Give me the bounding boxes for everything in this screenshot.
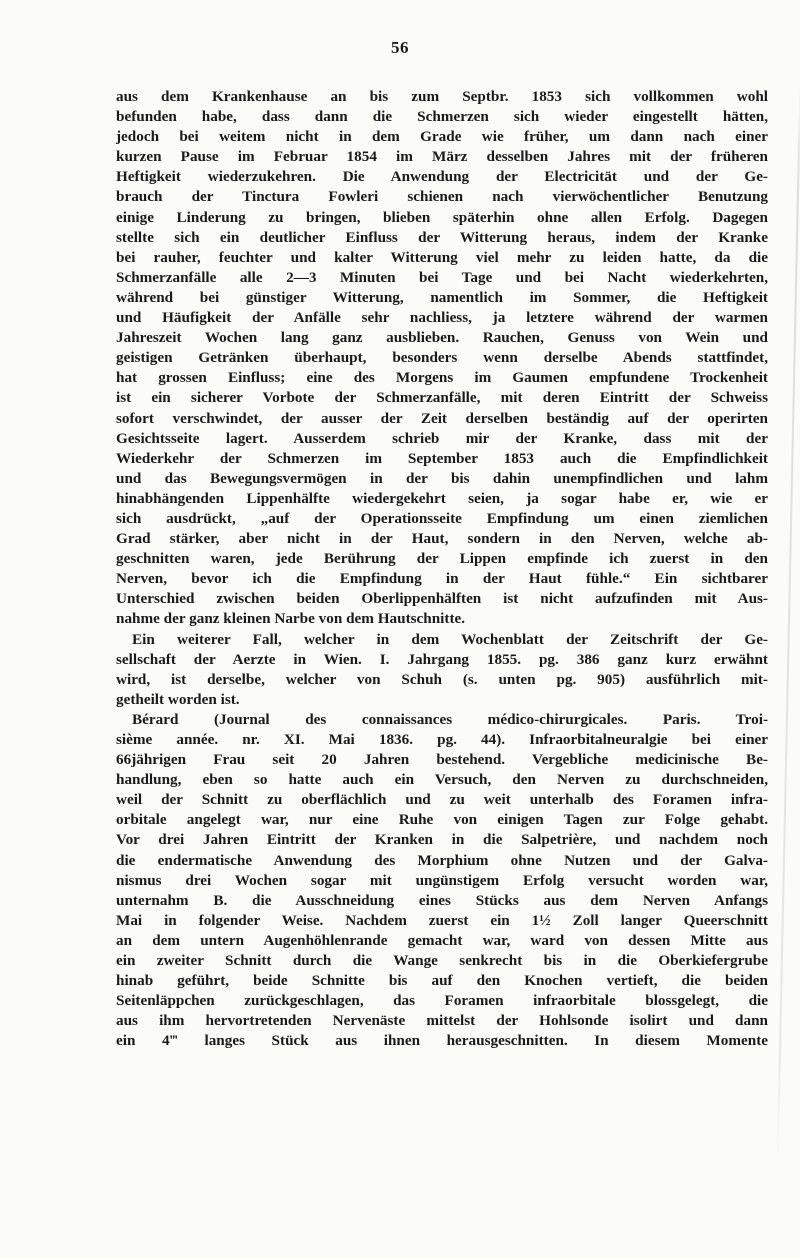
body-text bbox=[116, 87, 768, 1052]
text-line: hinabhängenden Lippenhälfte wiedergekehrt seien, ja sogar habe er, wie er bbox=[116, 489, 768, 507]
text-line: bei rauher, feuchter und kalter Witterung viel mehr zu leiden hatte, da die bbox=[116, 248, 768, 266]
text-line: ein zweiter Schnitt durch die Wange senkrecht bis in die Oberkiefergrube bbox=[116, 952, 768, 970]
text-line: kurzen Pause im Februar 1854 im März desselben Jahres mit der früheren bbox=[116, 148, 768, 166]
text-line: handlung, eben so hatte auch ein Versuch, den Nerven zu durchschneiden, bbox=[116, 771, 768, 789]
text-line: Nerven, bevor ich die Empfindung in der Haut fühle.“ Ein sichtbarer bbox=[116, 570, 768, 588]
text-line: 66jährigen Frau seit 20 Jahren bestehend. Vergebliche medicinische Be- bbox=[116, 751, 768, 769]
text-line: und Häufigkeit der Anfälle sehr nachliess, ja letztere während der warmen bbox=[116, 309, 768, 327]
text-line: nahme der ganz kleinen Narbe von dem Hautschnitte. bbox=[116, 610, 466, 628]
text-line: aus dem Krankenhause an bis zum Septbr. 1853 sich vollkommen wohl bbox=[116, 88, 768, 105]
text-line: Schmerzanfälle alle 2—3 Minuten bei Tage und bei Nacht wiederkehrten, bbox=[116, 268, 768, 286]
text-line: brauch der Tinctura Fowleri schienen nach vierwöchentlicher Benutzung bbox=[116, 188, 768, 206]
text-line: wird, ist derselbe, welcher von Schuh (s. unten pg. 905) ausführlich mit- bbox=[116, 670, 768, 688]
text-line: sellschaft der Aerzte in Wien. I. Jahrgang 1855. pg. 386 ganz kurz erwähnt bbox=[116, 650, 768, 668]
text-line: an dem untern Augenhöhlenrande gemacht war, ward von dessen Mitte aus bbox=[116, 931, 768, 949]
text-line: während bei günstiger Witterung, namentlich im Sommer, die Heftigkeit bbox=[116, 288, 768, 306]
text-line: einige Linderung zu bringen, blieben späterhin ohne allen Erfolg. Dagegen bbox=[116, 208, 768, 226]
text-line: geschnitten waren, jede Berührung der Lippen empfinde ich zuerst in den bbox=[116, 550, 768, 568]
text-line: Heftigkeit wiederzukehren. Die Anwendung der Electricität und der Ge- bbox=[116, 168, 768, 186]
text-line: sich ausdrückt, „auf der Operationsseite Empfindung um einen ziemlichen bbox=[116, 509, 768, 527]
text-line: Vor drei Jahren Eintritt der Kranken in die Salpetrière, und nachdem noch bbox=[116, 831, 768, 849]
text-line: weil der Schnitt zu oberflächlich und zu weit unterhalb des Foramen infra- bbox=[116, 791, 768, 809]
text-line: Seitenläppchen zurückgeschlagen, das Foramen infraorbitale blossgelegt, die bbox=[116, 992, 768, 1010]
text-line: geistigen Getränken überhaupt, besonders wenn derselbe Abends stattfindet, bbox=[116, 349, 768, 367]
text-line: getheilt worden ist. bbox=[116, 690, 240, 708]
text-line: sofort verschwindet, der ausser der Zeit derselben beständig auf der operirten bbox=[116, 409, 768, 427]
text-line: stellte sich ein deutlicher Einfluss der Witterung heraus, indem der Kranke bbox=[116, 228, 768, 246]
page-number: 56 bbox=[391, 38, 409, 57]
text-line: hinab geführt, beide Schnitte bis auf den Knochen vertieft, die beiden bbox=[116, 972, 768, 990]
text-line: ein 4‴ langes Stück aus ihnen herausgeschnitten. In diesem Momente bbox=[116, 1032, 768, 1050]
text-line: Jahreszeit Wochen lang ganz ausblieben. Rauchen, Genuss von Wein und bbox=[116, 329, 768, 347]
text-line: ist ein sicherer Vorbote der Schmerzanfälle, mit deren Eintritt der Schweiss bbox=[116, 389, 768, 407]
text-line: die endermatische Anwendung des Morphium ohne Nutzen und der Galva- bbox=[116, 851, 768, 869]
text-line: befunden habe, dass dann die Schmerzen sich wieder eingestellt hätten, bbox=[116, 108, 768, 126]
text-line: orbitale angelegt war, nur eine Ruhe von einigen Tagen zur Folge gehabt. bbox=[116, 811, 768, 829]
text-line: Bérard (Journal des connaissances médico-chirurgicales. Paris. Troi- bbox=[132, 710, 768, 728]
text-line: Gesichtsseite lagert. Ausserdem schrieb mir der Kranke, dass mit der bbox=[116, 429, 768, 447]
text-line: hat grossen Einfluss; eine des Morgens im Gaumen empfundene Trockenheit bbox=[116, 369, 768, 387]
text-line: nismus drei Wochen sogar mit ungünstigem Erfolg versucht worden war, bbox=[116, 871, 768, 889]
text-line: Unterschied zwischen beiden Oberlippenhälften ist nicht aufzufinden mit Aus- bbox=[116, 590, 768, 608]
page-fold-shadow bbox=[777, 80, 800, 1160]
text-line: Wiederkehr der Schmerzen im September 1853 auch die Empfindlichkeit bbox=[116, 449, 768, 467]
text-line: und das Bewegungsvermögen in der bis dahin unempfindlichen und lahm bbox=[116, 469, 768, 487]
text-line: Ein weiterer Fall, welcher in dem Wochenblatt der Zeitschrift der Ge- bbox=[132, 630, 768, 648]
text-line: jedoch bei weitem nicht in dem Grade wie früher, um dann nach einer bbox=[116, 128, 768, 146]
text-line: unternahm B. die Ausschneidung eines Stücks aus dem Nerven Anfangs bbox=[116, 891, 768, 909]
text-line: Grad stärker, aber nicht in der Haut, sondern in den Nerven, welche ab- bbox=[116, 530, 768, 548]
text-line: sième année. nr. XI. Mai 1836. pg. 44). Infraorbitalneuralgie bei einer bbox=[116, 731, 768, 748]
text-line: aus ihm hervortretenden Nervenäste mittelst der Hohlsonde isolirt und dann bbox=[116, 1012, 768, 1030]
text-line: Mai in folgender Weise. Nachdem zuerst ein 1½ Zoll langer Queerschnitt bbox=[116, 911, 768, 929]
